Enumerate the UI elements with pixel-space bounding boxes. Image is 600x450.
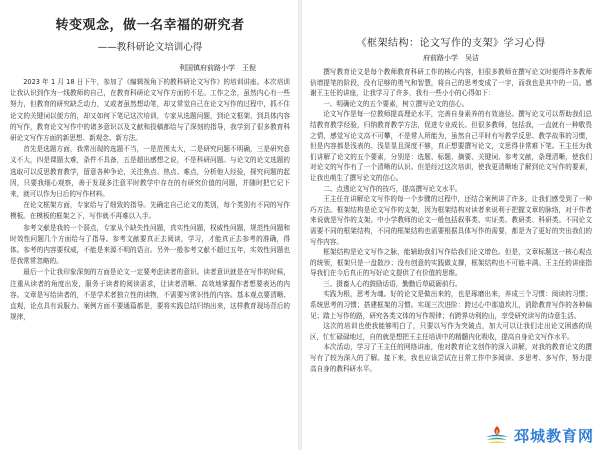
right-paragraph-10: 本次活动，学习了王主任的网络讲座，他对教育论文创作的深入讲解，对我的教育论文的撰写有了较为深入的了解。接下来，我也应该尝试在日常工作中多阅读、多思考、多写作，努力提高自身的教科研水平。 [310, 343, 592, 373]
right-document-page [302, 0, 600, 450]
left-page-subtitle: ——教科研论文培训心得 [97, 42, 203, 53]
right-paragraph-3: 论文写作是每一位教师提高理论水平，完善自身素养的有效途径。撰写论文可以帮助我们总结教育教学经验，归纳教育教学方法，促进专业成长。但很多教师，包括我，一直就有一种敬畏之情，感觉写论文高不可攀，不是常人所能为，虽然自己平时有写教学反思、教学故事的习惯，但是内容都是浅表的、浅显显且深度不够，真正想要撰写论文，文思得非常难下笔。王主任为我们讲解了论文的五个要素，分别是：选题、标题、摘要、关键词、参考文献，条理清晰，使我们对论文的写作有了一个清晰的认识。但是经过这次培训，使我更清晰地了解到论文写作的要素，让我也萌生了撰写论文的信心。 [310, 110, 592, 182]
left-paragraph-1: 2023 年 1 月 18 日下午，参加了《编辑视角下的教科研论文写作》的培训讲座。本次培训让我认识到作为一线教师的自己，在教育科研论文写作方面的不足。工作之余，虽然内心有一些努力，但教育的研究缺乏动力，又或者虽然想动笔，却又常觉自己在论文写作的过程中，抓不住论文的关键词以便方的，却又如何下笔记这次培训，专家从选题问题，到论文框架、到具体内容的写作，教育论文写作中的诸多意识以及文献和投稿都给与了深刻的指导，我学到了很多教育科研论文写作方面的新思想、新观念、新方法。 [10, 78, 290, 143]
right-paragraph-6: 框架结构是论文写作之脉，能辅助我们写作给我们论文增色。但是，文章标题这一核心观点的统领，框架只是一盘散沙；没有创意的实践做支撑，框架结构也不可能丰满。王主任的讲座指导我们在今后真正的写好论文提供了有价值的思维。 [310, 248, 592, 278]
right-paragraph-4: 二、点透论文写作的技巧，提高撰写论文水平。 [323, 184, 462, 193]
left-paragraph-3: 在论文框架方面，专家给与了细致的指导。先确定自己论文的类别，每个类别有不同的写作模板。在模板的框架之下，写作就不再难以入手。 [10, 201, 290, 221]
right-paragraph-8: 实践为根，思考为魂。好的论文是做出来的，也是琢磨出来，养成三个习惯：阅读的习惯；系统思考的习惯；搭建框架的习惯。实现三次进阶：跨过心中那道坎儿，消除教育写作的各种偏见；踏上写作的路，研究各类文体的写作规律；有跨界功利的山，享受研究读写的诗意生活。 [310, 290, 592, 320]
site-watermark [484, 424, 594, 446]
left-document-page [0, 0, 298, 450]
right-paragraph-5: 王主任在讲解论文写作的每一个步骤的过程中，还结合案例讲了许多，让我们感受到了一种巧方法。框架结构是论文写作的支架，因为框架结构对读者来说利于把握文章的脉络，对于作者来说就是写作的支架。中小学教师的论文一般包括叙事类、实证类、教研类、科研类。不同论文需要不同的框架结构，不同的框架结构也需要根据具体写作的需要，都是为了更好的突出我们的写作内容。 [310, 195, 592, 246]
left-page-title: 转变观念，做一名幸福的研究者 [55, 18, 245, 33]
watermark-text: 邳城教育网 [513, 426, 594, 445]
left-paragraph-2: 首先是选题方面，我常出现的选题不当，一是范围太大，二是研究问题不明确，三是研究意义不大，四是课题太难，条件不具备，五是超出感想之说，不是科研问题。与论文的论文选题的选取可以反思教育教学，留意各种争论，关注焦点、热点、难点，分析他人经验，探究问题的起因，只要我细心观察，善于发现多注意平时教学中存在的有研究价值的问题，并随时把它记下来，就可以作为日后的写作材料。 [10, 145, 290, 199]
right-paragraph-9: 这次的培训也使我能够明白了，只要以写作为突破点，加大可以让我们走出论文困惑的误区，忙忙碌碌地过，自的就是想把王主任培训中的精髓内化吸收，提高自身论文写作水平。 [310, 322, 592, 341]
torch-logo-icon [484, 424, 510, 446]
right-paragraph-2: 一、明确论文的五个要素，树立撰写论文的信心。 [323, 99, 469, 108]
right-paragraph-7: 三、摄畜人心的鼓励话语，勤勤后草砥砺前行。 [323, 279, 462, 288]
right-paragraph-1: 撰写教育论文是每个教师教育科研工作的核心内容，但很多教师在撰写论文时便得许多教师倍增提笔的阶段，没有足够的勇气和智慧，将自己的思考变成了一字，而我也是其中的一员。感谢王主任的讲座，让我学习了许多，我有一些小小的心得如下： [310, 68, 592, 98]
right-page-author: 府前路小学 吴洁 [423, 54, 479, 62]
left-paragraph-4: 参考文献是我的一个弱点，专家从个缺失性问题，真实性问题，权威性问题，规范性问题和时效性问题几个方面给与了指导。参考文献要真正去阅读，学习，才能真正去参考的准确，得体。参考的内容要权威，不能是来源不明的语言。另外一般参考文献不超过五年，实效性问题也是我常常忽略的。 [10, 223, 290, 266]
left-paragraph-5: 最后一个让我印象深刻的方面是论文一定要考虑读者的意识。读者意识就是在写作的时候，注重从读者的角度出发，服务于读者的阅读需求，让读者清晰、高效地掌握作者想要表达的内容。文章是写给读者的，不是学术者独立性的读物，不需要写常识性的内容。基本观点要清晰、直观，论点具有说服力。案例方面不要通篇都是，要将实践总结归纳出来，这样教育现场背后的规律， [10, 268, 290, 322]
left-page-author: 利国镇府前路小学 王倪 [179, 64, 256, 72]
right-page-title: 《框架结构：论文写作的支架》学习心得 [356, 38, 546, 49]
